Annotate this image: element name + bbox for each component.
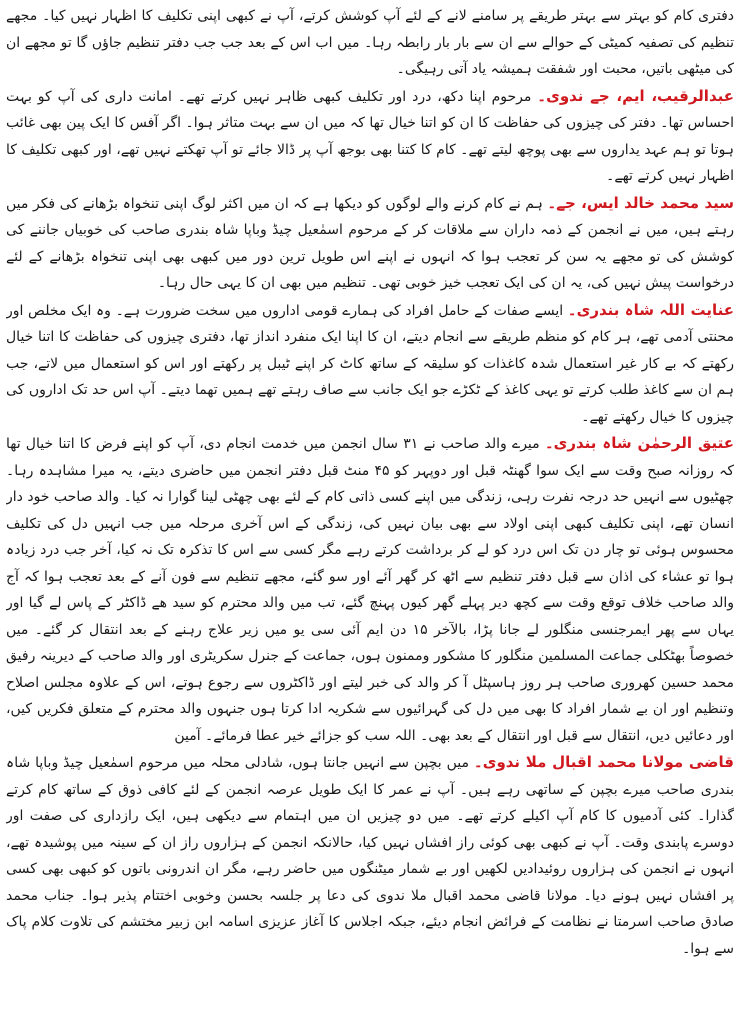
intro-paragraph: دفتری کام کو بہتر سے بہتر طریقے پر سامنے لانے کے لئے آپ کوشش کرتے، آپ نے کبھی اپنی تکلیف کا اظہار نہیں کیا۔ مجھے تنظیم کی تصفیہ کمیٹی کے حوالے سے ان سے بار بار رابطہ رہا۔ میں اب اس کے بعد جب جب دفتر تنظیم جاؤں گا تو مجھے ان کی میٹھی باتیں، محبت اور شفقت ہمیشہ یاد آتی رہیگی۔ bbox=[6, 8, 734, 77]
tribute-text: میں بچپن سے انہیں جانتا ہوں، شادلی محلہ میں مرحوم اسمٰعیل چیڈ وباپا شاہ بندری صاحب میرے بچپن کے ساتھی رہے ہیں۔ آپ نے عمر کا ایک طویل عرصہ انجمن کے لئے کافی ذوق کے ساتھ کام کرتے گذارا۔ کئی آدمیوں کا کام آپ اکیلے کرتے تھے۔ میں دو چیزیں ان میں اہتمام سے دیکھی ہیں، ایک رازداری کی صفت اور دوسرے پابندی وقت۔ آپ نے کبھی بھی کوئی راز افشاں نہیں کیا، حالانکہ انجمن کے ہزاروں راز ان کے سینہ میں پوشیدہ تھے، انہوں نے انجمن کی ہزاروں روئیدادیں لکھیں اور بے شمار میٹنگوں میں حاضر رہے، مگر ان اندرونی باتوں کو کبھی بھی کسی پر افشاں نہیں ہونے دیا۔ مولانا قاضی محمد اقبال ملا ندوی کی دعا پر جلسہ بحسن وخوبی اختتام پذیر ہوا۔ جناب محمد صادق صاحب اسرمتا نے نظامت کے فرائض انجام دیئے، جبکہ اجلاس کا آغاز عزیزی اسامہ ابن زبیر مختشم کی تلاوت کلام پاک سے ہوا۔ bbox=[6, 755, 734, 957]
tribute-text: ہم نے کام کرنے والے لوگوں کو دیکھا ہے کہ ان میں اکثر لوگ اپنی تنخواہ بڑھانے کی فکر میں رہتے ہیں، میں نے انجمن کے ذمہ داران سے ملاقات کر کے مرحوم اسمٰعیل چیڈ وباپا شاہ بندری صاحب کی خوبیاں جاننے کی کوشش کی تو مجھے یہ سن کر تعجب ہوا کہ انہوں نے اپنے اس طویل ترین دور میں کبھی بھی اپنی تنخواہ بڑھانے کے لئے درخواست پیش نہیں کی، یہ ان کی ایک تعجب خیز خوبی تھی۔ تنظیم میں بھی ان کا یہی حال رہا۔ bbox=[6, 195, 734, 291]
tribute-paragraph-4 bbox=[6, 430, 734, 749]
speaker-name: عنایت اللہ شاہ بندری۔ bbox=[567, 300, 734, 319]
speaker-name: عتیق الرحمٰن شاہ بندری۔ bbox=[544, 434, 734, 452]
speaker-name: قاضی مولانا محمد اقبال ملا ندوی۔ bbox=[473, 753, 734, 771]
tribute-paragraph-2 bbox=[6, 190, 734, 297]
speaker-name: عبدالرقیب، ایم، جے ندوی۔ bbox=[537, 86, 734, 105]
document-page bbox=[6, 3, 734, 1012]
tribute-text: ایسے صفات کے حامل افراد کی ہمارے قومی اداروں میں سخت ضرورت ہے۔ وہ ایک مخلص اور محنتی آدمی تھے، ہر کام کو منظم طریقے سے انجام دیتے، ان کا اپنا ایک منفرد انداز تھا، دفتری چیزوں کی حفاظت کا اتنا خیال رکھتے کہ بے کار غیر استعمال شدہ کاغذات کو سلیقہ کے ساتھ کاٹ کر اپنے ٹیبل پر رکھتے اور اس کو استعمال میں لاتے، جب ہم ان سے کاغذ طلب کرتے تو یہی کاغذ کے ٹکڑے جو ایک جانب سے صاف رہتے تھے ہمیں تھما دیتے۔ آپ اس حد تک اداروں کی چیزوں کا خیال رکھتے تھے۔ bbox=[6, 302, 734, 425]
tribute-paragraph-5 bbox=[6, 749, 734, 962]
tribute-paragraph-3 bbox=[6, 297, 734, 431]
tribute-text: مرحوم اپنا دکھ، درد اور تکلیف کبھی ظاہر نہیں کرتے تھے۔ امانت داری کی آپ کو بہت احساس تھا۔ دفتر کی چیزوں کی حفاظت کا ان کو اتنا خیال تھا کہ میں ان سے بہت متاثر ہوا۔ اگر آفس کا ایک پین بھی غائب ہوتا تو ہم عہد یداروں سے بھی پوچھ لیتے تھے۔ کام کا کتنا بھی بوجھ آپ پر ڈالا جائے تو آپ تھکتے نہیں تھے، اور کبھی تکلیف کا اظہار نہیں کرتے تھے۔ bbox=[6, 88, 734, 184]
speaker-name: سید محمد خالد ایس، جے۔ bbox=[547, 193, 734, 212]
tribute-paragraph-1 bbox=[6, 83, 734, 190]
tribute-text: میرے والد صاحب نے ۳۱ سال انجمن میں خدمت انجام دی، آپ کو اپنے فرض کا اتنا خیال تھا کہ روزانہ صبح وقت سے ایک سوا گھنٹہ قبل اور دوپہر کو ۴۵ منٹ قبل دفتر انجمن میں حاضری دیتے، یہ میرا مشاہدہ رہا۔ چھٹیوں سے انہیں حد درجہ نفرت رہی، زندگی میں اپنے کسی ذاتی کام کے لئے بھی چھٹی لینا گوارا نہ کیا۔ والد صاحب خود دار انسان تھے، اپنی تکلیف کبھی اپنی اولاد سے بھی بیان نہیں کی، زندگی کے اس آخری مرحلہ میں جب انہیں دل کی تکلیف محسوس ہوئی تو چار دن تک اس درد کو لے کر برداشت کرتے رہے مگر کسی سے اس کا تذکرہ تک نہ کیا، آخر جب درد زیادہ ہوا تو عشاء کی اذان سے قبل دفتر تنظیم سے اٹھ کر گھر آئے اور سو گئے، مجھے تنظیم سے فون آنے کے بعد تعجب ہوا کہ آج والد صاحب خلاف توقع وقت سے کچھ دیر پہلے گھر کیوں پہنچ گئے، تب میں والد محترم کو سید ھے ڈاکٹر کے پاس لے گیا اور یہاں سے پھر ایمرجنسی منگلور لے جانا پڑا، بالآخر ۱۵ دن ایم آئی سی یو میں زیر علاج رہنے کے بعد انتقال کر گئے۔ میں خصوصاً بھٹکلی جماعت المسلمین منگلور کا مشکور وممنون ہوں، جماعت کے جنرل سکریٹری اور والد صاحب کے دیرینہ رفیق محمد حسین کھروری صاحب ہر روز ہاسپٹل آ کر والد کی خبر لیتے اور ڈاکٹروں سے رجوع ہوتے، اس کے علاوہ مجلس اصلاح وتنظیم اور ان بے شمار افراد کا بھی میں دل کی گہرائیوں سے شکریہ ادا کرتا ہوں جنہوں والد محترم کے متعلق فکریں کیں، اور دعائیں دیں، انتقال سے قبل اور انتقال کے بعد بھی۔ اللہ سب کو جزائے خیر عطا فرمائے۔ آمین bbox=[6, 436, 734, 744]
